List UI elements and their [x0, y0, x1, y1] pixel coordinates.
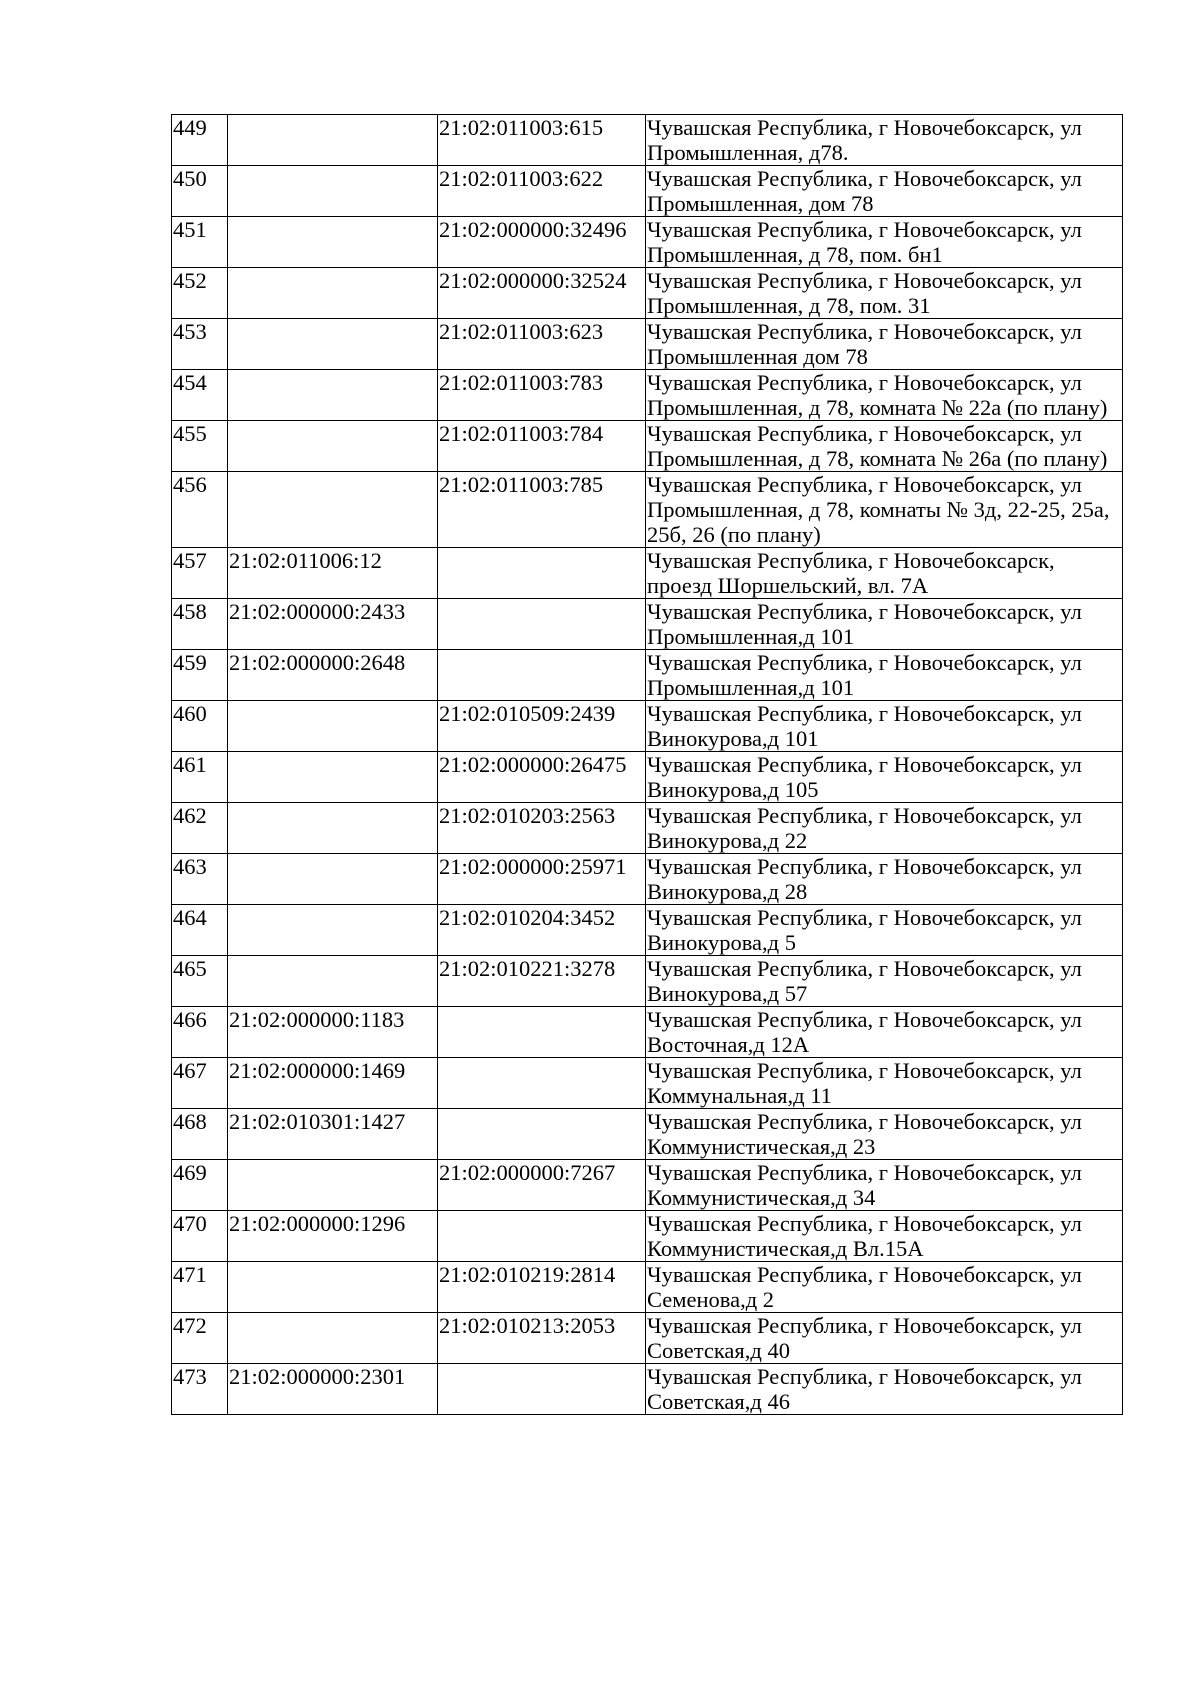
row-number-cell: 466 [172, 1007, 228, 1058]
land-cadastral-number-cell [228, 1262, 438, 1313]
table-row [172, 1058, 1123, 1109]
table-row [172, 166, 1123, 217]
building-cadastral-number-cell [438, 1109, 646, 1160]
table-row [172, 115, 1123, 166]
building-cadastral-number-cell: 21:02:011003:785 [438, 472, 646, 548]
address-cell: Чувашская Республика, г Новочебоксарск, ул Винокурова,д 105 [646, 752, 1123, 803]
row-number-cell: 458 [172, 599, 228, 650]
table-row [172, 472, 1123, 548]
table-row [172, 956, 1123, 1007]
row-number-cell: 454 [172, 370, 228, 421]
land-cadastral-number-cell: 21:02:000000:1296 [228, 1211, 438, 1262]
address-cell: Чувашская Республика, г Новочебоксарск, ул Промышленная,д 101 [646, 599, 1123, 650]
address-cell: Чувашская Республика, г Новочебоксарск, ул Коммунистическая,д 34 [646, 1160, 1123, 1211]
building-cadastral-number-cell: 21:02:011003:783 [438, 370, 646, 421]
land-cadastral-number-cell [228, 268, 438, 319]
table-row [172, 319, 1123, 370]
address-cell: Чувашская Республика, г Новочебоксарск, ул Винокурова,д 57 [646, 956, 1123, 1007]
property-table [171, 114, 1123, 1415]
row-number-cell: 467 [172, 1058, 228, 1109]
address-cell: Чувашская Республика, г Новочебоксарск, ул Промышленная, д 78, пом. бн1 [646, 217, 1123, 268]
building-cadastral-number-cell [438, 1058, 646, 1109]
table-row [172, 1313, 1123, 1364]
row-number-cell: 465 [172, 956, 228, 1007]
land-cadastral-number-cell [228, 217, 438, 268]
table-row [172, 905, 1123, 956]
land-cadastral-number-cell [228, 370, 438, 421]
row-number-cell: 456 [172, 472, 228, 548]
property-table-body [172, 115, 1123, 1415]
address-cell: Чувашская Республика, г Новочебоксарск, ул Промышленная, д 78, комната № 22а (по плану) [646, 370, 1123, 421]
table-row [172, 1160, 1123, 1211]
address-cell: Чувашская Республика, г Новочебоксарск, ул Винокурова,д 28 [646, 854, 1123, 905]
building-cadastral-number-cell: 21:02:000000:32496 [438, 217, 646, 268]
row-number-cell: 462 [172, 803, 228, 854]
building-cadastral-number-cell [438, 1007, 646, 1058]
building-cadastral-number-cell: 21:02:000000:32524 [438, 268, 646, 319]
address-cell: Чувашская Республика, г Новочебоксарск, проезд Шоршельский, вл. 7А [646, 548, 1123, 599]
row-number-cell: 451 [172, 217, 228, 268]
address-cell: Чувашская Республика, г Новочебоксарск, ул Винокурова,д 22 [646, 803, 1123, 854]
building-cadastral-number-cell [438, 599, 646, 650]
building-cadastral-number-cell: 21:02:000000:25971 [438, 854, 646, 905]
building-cadastral-number-cell: 21:02:010509:2439 [438, 701, 646, 752]
row-number-cell: 449 [172, 115, 228, 166]
land-cadastral-number-cell [228, 1313, 438, 1364]
address-cell: Чувашская Республика, г Новочебоксарск, ул Винокурова,д 101 [646, 701, 1123, 752]
building-cadastral-number-cell: 21:02:011003:623 [438, 319, 646, 370]
row-number-cell: 461 [172, 752, 228, 803]
address-cell: Чувашская Республика, г Новочебоксарск, ул Советская,д 46 [646, 1364, 1123, 1415]
table-row [172, 1109, 1123, 1160]
address-cell: Чувашская Республика, г Новочебоксарск, ул Коммунистическая,д Вл.15А [646, 1211, 1123, 1262]
land-cadastral-number-cell [228, 701, 438, 752]
land-cadastral-number-cell: 21:02:000000:2301 [228, 1364, 438, 1415]
building-cadastral-number-cell: 21:02:010219:2814 [438, 1262, 646, 1313]
land-cadastral-number-cell [228, 956, 438, 1007]
table-row [172, 217, 1123, 268]
building-cadastral-number-cell [438, 548, 646, 599]
table-row [172, 1262, 1123, 1313]
land-cadastral-number-cell [228, 421, 438, 472]
address-cell: Чувашская Республика, г Новочебоксарск, ул Промышленная, д 78, комната № 26а (по плану) [646, 421, 1123, 472]
building-cadastral-number-cell: 21:02:010213:2053 [438, 1313, 646, 1364]
row-number-cell: 450 [172, 166, 228, 217]
building-cadastral-number-cell [438, 1364, 646, 1415]
land-cadastral-number-cell: 21:02:011006:12 [228, 548, 438, 599]
table-row [172, 548, 1123, 599]
table-row [172, 803, 1123, 854]
table-row [172, 1007, 1123, 1058]
address-cell: Чувашская Республика, г Новочебоксарск, ул Восточная,д 12А [646, 1007, 1123, 1058]
address-cell: Чувашская Республика, г Новочебоксарск, ул Семенова,д 2 [646, 1262, 1123, 1313]
row-number-cell: 457 [172, 548, 228, 599]
address-cell: Чувашская Республика, г Новочебоксарск, ул Промышленная, дом 78 [646, 166, 1123, 217]
land-cadastral-number-cell [228, 115, 438, 166]
row-number-cell: 453 [172, 319, 228, 370]
address-cell: Чувашская Республика, г Новочебоксарск, ул Промышленная, д 78, пом. 31 [646, 268, 1123, 319]
building-cadastral-number-cell: 21:02:000000:7267 [438, 1160, 646, 1211]
land-cadastral-number-cell [228, 752, 438, 803]
table-row [172, 650, 1123, 701]
row-number-cell: 452 [172, 268, 228, 319]
address-cell: Чувашская Республика, г Новочебоксарск, ул Промышленная, д78. [646, 115, 1123, 166]
table-row [172, 1364, 1123, 1415]
land-cadastral-number-cell [228, 854, 438, 905]
land-cadastral-number-cell: 21:02:010301:1427 [228, 1109, 438, 1160]
land-cadastral-number-cell [228, 1160, 438, 1211]
building-cadastral-number-cell: 21:02:010221:3278 [438, 956, 646, 1007]
land-cadastral-number-cell: 21:02:000000:1183 [228, 1007, 438, 1058]
address-cell: Чувашская Республика, г Новочебоксарск, ул Советская,д 40 [646, 1313, 1123, 1364]
land-cadastral-number-cell [228, 166, 438, 217]
row-number-cell: 464 [172, 905, 228, 956]
row-number-cell: 463 [172, 854, 228, 905]
table-row [172, 854, 1123, 905]
address-cell: Чувашская Республика, г Новочебоксарск, ул Промышленная,д 101 [646, 650, 1123, 701]
building-cadastral-number-cell: 21:02:010204:3452 [438, 905, 646, 956]
table-row [172, 370, 1123, 421]
row-number-cell: 455 [172, 421, 228, 472]
table-row [172, 1211, 1123, 1262]
row-number-cell: 473 [172, 1364, 228, 1415]
address-cell: Чувашская Республика, г Новочебоксарск, ул Коммунальная,д 11 [646, 1058, 1123, 1109]
row-number-cell: 460 [172, 701, 228, 752]
row-number-cell: 459 [172, 650, 228, 701]
table-row [172, 701, 1123, 752]
building-cadastral-number-cell: 21:02:010203:2563 [438, 803, 646, 854]
row-number-cell: 471 [172, 1262, 228, 1313]
address-cell: Чувашская Республика, г Новочебоксарск, ул Коммунистическая,д 23 [646, 1109, 1123, 1160]
table-row [172, 421, 1123, 472]
table-row [172, 599, 1123, 650]
land-cadastral-number-cell: 21:02:000000:1469 [228, 1058, 438, 1109]
row-number-cell: 469 [172, 1160, 228, 1211]
building-cadastral-number-cell: 21:02:011003:622 [438, 166, 646, 217]
building-cadastral-number-cell [438, 1211, 646, 1262]
land-cadastral-number-cell [228, 319, 438, 370]
building-cadastral-number-cell [438, 650, 646, 701]
address-cell: Чувашская Республика, г Новочебоксарск, ул Промышленная, д 78, комнаты № 3д, 22-25, 25а, 25б, 26 (по плану) [646, 472, 1123, 548]
row-number-cell: 472 [172, 1313, 228, 1364]
land-cadastral-number-cell [228, 905, 438, 956]
table-row [172, 268, 1123, 319]
land-cadastral-number-cell [228, 472, 438, 548]
row-number-cell: 470 [172, 1211, 228, 1262]
building-cadastral-number-cell: 21:02:011003:784 [438, 421, 646, 472]
table-row [172, 752, 1123, 803]
land-cadastral-number-cell: 21:02:000000:2433 [228, 599, 438, 650]
land-cadastral-number-cell: 21:02:000000:2648 [228, 650, 438, 701]
building-cadastral-number-cell: 21:02:011003:615 [438, 115, 646, 166]
address-cell: Чувашская Республика, г Новочебоксарск, ул Винокурова,д 5 [646, 905, 1123, 956]
address-cell: Чувашская Республика, г Новочебоксарск, ул Промышленная дом 78 [646, 319, 1123, 370]
land-cadastral-number-cell [228, 803, 438, 854]
building-cadastral-number-cell: 21:02:000000:26475 [438, 752, 646, 803]
row-number-cell: 468 [172, 1109, 228, 1160]
